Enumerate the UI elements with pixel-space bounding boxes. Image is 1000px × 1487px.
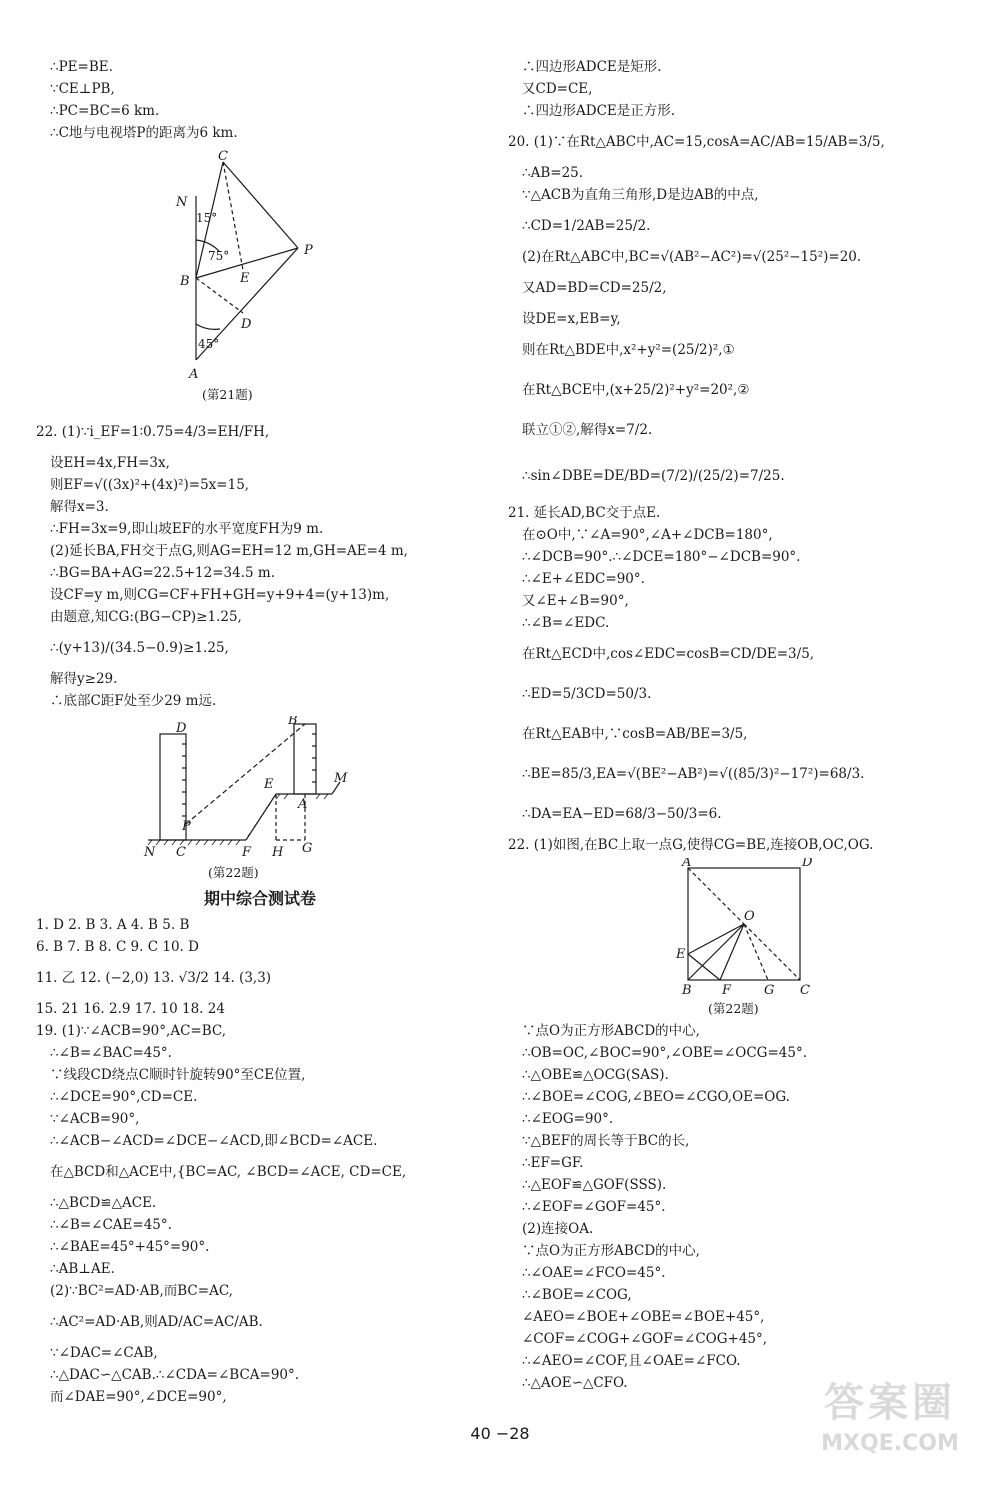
point-label-c: C: [176, 845, 186, 860]
text-line: ∴∠E+∠EDC=90°.: [522, 571, 645, 587]
point-label-m: M: [334, 771, 348, 786]
text-line: ∴△AOE∽△CFO.: [522, 1375, 628, 1391]
text-line: ∴底部C距F处至少29 m远.: [50, 693, 217, 709]
figure-q22-caption: (第22题): [208, 865, 259, 880]
point-label-b: B: [288, 716, 298, 728]
text-line: ∴△OBE≌△OCG(SAS).: [522, 1067, 669, 1083]
text-line: 则在Rt△BDE中,x²+y²=(25/2)²,①: [522, 342, 735, 358]
point-label-b: B: [682, 983, 692, 998]
text-line: ∴AB⊥AE.: [50, 1261, 115, 1277]
q22-solution: [36, 412, 484, 712]
q19-conclusion: [508, 56, 978, 122]
text-line: ∴∠ACB−∠ACD=∠DCE−∠ACD,即∠BCD=∠ACE.: [50, 1133, 378, 1149]
text-line: 又AD=BD=CD=25/2,: [522, 280, 667, 296]
answer-row: 6. B 7. B 8. C 9. C 10. D: [36, 939, 199, 955]
text-line: ∴OB=OC,∠BOC=90°,∠OBE=∠OCG=45°.: [522, 1045, 807, 1061]
short-answers: [36, 914, 484, 1020]
text-line: 设EH=4x,FH=3x,: [50, 455, 170, 471]
figure-r-q22-diagram: [508, 858, 978, 998]
text-line: ∴BG=BA+AG=22.5+12=34.5 m.: [50, 565, 275, 581]
text-line: ∴∠EOF=∠GOF=45°.: [522, 1199, 666, 1215]
q20-solution: [508, 122, 978, 502]
text-line: ∴sin∠DBE=DE/BD=(7/2)/(25/2)=7/25.: [522, 468, 785, 484]
text-line: 在Rt△EAB中,∵cosB=AB/BE=3/5,: [522, 726, 748, 742]
point-label-a: A: [189, 367, 199, 380]
text-line: 在Rt△ECD中,cos∠EDC=cosB=CD/DE=3/5,: [522, 646, 815, 662]
text-line: 22. (1)∵i_EF=1∶0.75=4/3=EH/FH,: [36, 424, 270, 440]
text-line: ∠COF=∠COG+∠GOF=∠COG+45°,: [522, 1331, 768, 1347]
text-line: 而∠DAE=90°,∠DCE=90°,: [50, 1389, 227, 1405]
point-label-g: G: [764, 983, 775, 998]
point-label-n: N: [176, 195, 188, 210]
figure-q21-diagram: [36, 148, 484, 380]
text-line: ∴∠B=∠EDC.: [522, 615, 610, 631]
point-label-f: F: [242, 845, 252, 860]
point-label-p: P: [304, 243, 313, 258]
text-line: ∴△DAC∽△CAB.∴∠CDA=∠BCA=90°.: [50, 1367, 300, 1383]
point-label-a: A: [682, 858, 692, 870]
left-column: [36, 56, 484, 1408]
text-line: ∵△ACB为直角三角形,D是边AB的中点,: [522, 187, 759, 203]
figure-q21: [36, 148, 484, 380]
text-line: ∴∠OAE=∠FCO=45°.: [522, 1265, 666, 1281]
angle-label-75: 75°: [208, 249, 230, 263]
text-line: ∵∠ACB=90°,: [50, 1111, 140, 1127]
point-label-o: O: [744, 909, 755, 924]
point-label-c: C: [218, 149, 228, 164]
text-line: 由题意,知CG:(BG−CP)≥1.25,: [50, 609, 242, 625]
text-line: ∴(y+13)/(34.5−0.9)≥1.25,: [50, 640, 229, 656]
text-line: 又CD=CE,: [522, 81, 593, 97]
text-line: ∴AB=25.: [522, 165, 584, 181]
text-line: ∴△BCD≌△ACE.: [50, 1195, 157, 1211]
text-line: ∴CD=1/2AB=25/2.: [522, 218, 651, 234]
text-line: ∵△BEF的周长等于BC的长,: [522, 1133, 690, 1149]
watermark-url: MXQE.COM: [821, 1431, 959, 1456]
point-label-d: D: [241, 317, 252, 332]
text-line: 解得y≥29.: [50, 671, 118, 687]
text-line: ∴PC=BC=6 km.: [50, 103, 160, 119]
text-line: 19. (1)∵∠ACB=90°,AC=BC,: [36, 1023, 227, 1039]
q22-intro: 22. (1)如图,在BC上取一点G,使得CG=BE,连接OB,OC,OG.: [508, 837, 874, 853]
text-line: ∴∠EOG=90°.: [522, 1111, 614, 1127]
text-line: 又∠E+∠B=90°,: [522, 593, 629, 609]
text-line: ∴四边形ADCE是正方形.: [522, 103, 676, 119]
point-label-c: C: [800, 983, 810, 998]
text-line: ∴∠AEO=∠COF,且∠OAE=∠FCO.: [522, 1353, 741, 1369]
figure-q22: [36, 716, 484, 866]
text-line: ∴∠DCB=90°.∴∠DCE=180°−∠DCB=90°.: [522, 549, 801, 565]
angle-label-15: 15°: [196, 211, 218, 225]
q21-solution: [508, 502, 978, 834]
text-line: ∴∠BAE=45°+45°=90°.: [50, 1239, 210, 1255]
q21-conclusion: [36, 56, 484, 144]
page-number: 40 −28: [470, 1424, 530, 1443]
text-line: 设CF=y m,则CG=CF+FH+GH=y+9+4=(y+13)m,: [50, 587, 390, 603]
text-line: ∴BE=85/3,EA=√(BE²−AB²)=√((85/3)²−17²)=68/3.: [522, 766, 865, 782]
text-line: ∠AEO=∠BOE+∠OBE=∠BOE+45°,: [522, 1309, 765, 1325]
figure-r-q22-caption: (第22题): [708, 1001, 759, 1016]
text-line: ∴∠B=∠CAE=45°.: [50, 1217, 172, 1233]
text-line: 在△BCD和△ACE中,{BC=AC, ∠BCD=∠ACE, CD=CE,: [50, 1164, 407, 1180]
watermark-logo-text: 答案圈: [824, 1380, 956, 1426]
text-line: (2)∵BC²=AD·AB,而BC=AC,: [50, 1283, 233, 1299]
figure-q22-diagram: [36, 716, 484, 866]
text-line: ∵点O为正方形ABCD的中心,: [522, 1243, 700, 1259]
text-line: ∵∠DAC=∠CAB,: [50, 1345, 158, 1361]
answer-row: 15. 21 16. 2.9 17. 10 18. 24: [36, 1001, 225, 1017]
text-line: ∵线段CD绕点C顺时针旋转90°至CE位置,: [50, 1067, 306, 1083]
text-line: 在⊙O中,∵∠A=90°,∠A+∠DCB=180°,: [522, 527, 773, 543]
point-label-e: E: [264, 777, 274, 792]
point-label-e: E: [240, 271, 250, 286]
text-line: ∴四边形ADCE是矩形.: [522, 59, 662, 75]
section-title: 期中综合测试卷: [203, 889, 316, 908]
text-line: ∴FH=3x=9,即山坡EF的水平宽度FH为9 m.: [50, 521, 324, 537]
figure-q21-caption: (第21题): [202, 387, 253, 402]
right-column: [508, 56, 978, 1394]
text-line: 联立①②,解得x=7/2.: [522, 422, 653, 438]
point-label-p: P: [182, 819, 191, 834]
text-line: ∴∠DCE=90°,CD=CE.: [50, 1089, 198, 1105]
text-line: ∴∠B=∠BAC=45°.: [50, 1045, 172, 1061]
point-label-e: E: [676, 947, 686, 962]
text-line: ∴∠BOE=∠COG,: [522, 1287, 632, 1303]
text-line: ∴C地与电视塔P的距离为6 km.: [50, 125, 238, 141]
point-label-d: D: [176, 721, 187, 736]
text-line: ∵点O为正方形ABCD的中心,: [522, 1023, 700, 1039]
point-label-h: H: [272, 845, 284, 860]
text-line: ∴EF=GF.: [522, 1155, 584, 1171]
point-label-g: G: [302, 841, 313, 856]
text-line: ∴ED=5/3CD=50/3.: [522, 686, 652, 702]
text-line: (2)延长BA,FH交于点G,则AG=EH=12 m,GH=AE=4 m,: [50, 543, 408, 559]
text-line: ∵CE⊥PB,: [50, 81, 115, 97]
q22-solution-body: [508, 1020, 978, 1394]
figure-r-q22: [508, 858, 978, 998]
text-line: 21. 延长AD,BC交于点E.: [508, 505, 661, 521]
q19-solution: [36, 1020, 484, 1408]
site-watermark: [800, 1377, 980, 1467]
answer-row: 11. 乙 12. (−2,0) 13. √3/2 14. (3,3): [36, 970, 272, 986]
text-line: (2)连接OA.: [522, 1221, 594, 1237]
text-line: (2)在Rt△ABC中,BC=√(AB²−AC²)=√(25²−15²)=20.: [522, 249, 862, 265]
text-line: ∴△EOF≌△GOF(SSS).: [522, 1177, 667, 1193]
text-line: 设DE=x,EB=y,: [522, 311, 621, 327]
text-line: 20. (1)∵在Rt△ABC中,AC=15,cosA=AC/AB=15/AB=3/5,: [508, 134, 885, 150]
text-line: ∴DA=EA−ED=68/3−50/3=6.: [522, 806, 722, 822]
answer-row: 1. D 2. B 3. A 4. B 5. B: [36, 917, 190, 933]
point-label-f: F: [722, 983, 732, 998]
text-line: ∴∠BOE=∠COG,∠BEO=∠CGO,OE=OG.: [522, 1089, 790, 1105]
angle-label-45: 45°: [198, 337, 220, 351]
point-label-n: N: [144, 845, 156, 860]
point-label-b: B: [180, 274, 190, 289]
point-label-d: D: [802, 858, 813, 870]
text-line: ∴PE=BE.: [50, 59, 113, 75]
text-line: 则EF=√((3x)²+(4x)²)=5x=15,: [50, 477, 250, 493]
text-line: 解得x=3.: [50, 499, 109, 515]
text-line: ∴AC²=AD·AB,则AD/AC=AC/AB.: [50, 1314, 263, 1330]
text-line: 在Rt△BCE中,(x+25/2)²+y²=20²,②: [522, 382, 750, 398]
point-label-a: A: [298, 797, 308, 812]
